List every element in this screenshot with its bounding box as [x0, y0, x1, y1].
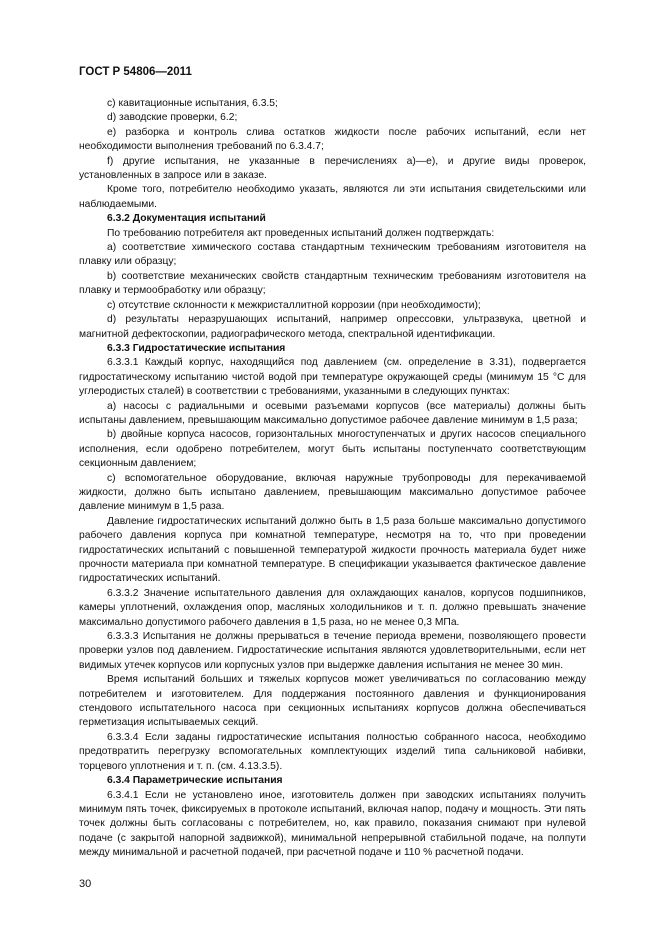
paragraph: По требованию потребителя акт проведенных испытаний должен подтверждать:	[107, 227, 495, 239]
paragraph: 6.3.3.4 Если заданы гидростатические испытания полностью собранного насоса, необходимо предотвратить перегрузку вспомогательных комплектующих изделий типа сальниковой набивки, торцевого уплотнения и т. п. (см. 4.13.3.5).	[79, 731, 586, 772]
list-item: b) двойные корпуса насосов, горизонтальных многоступенчатых и других насосов специального исполнения, если одобрено потребителем, могут быть испытаны поступенчато соответствующим секционным давлением;	[79, 429, 586, 470]
list-item: c) отсутствие склонности к межкристаллитной коррозии (при необходимости);	[107, 299, 481, 311]
list-item: c) вспомогательное оборудование, включая наружные трубопроводы для перекачиваемой жидкости, должно быть испытано давлением, превышающим максимально допустимое рабочее давление минимум в 1,5 раза.	[79, 472, 586, 513]
paragraph: 6.3.3.2 Значение испытательного давления для охлаждающих каналов, корпусов подшипников, камеры уплотнений, охлаждения опор, масляных холодильников и т. п. должно превышать значение максимально допустимого рабочего давления в 1,5 раза, но не менее 0,3 МПа.	[79, 587, 586, 628]
paragraph: 6.3.4.1 Если не установлено иное, изготовитель должен при заводских испытаниях получить минимум пять точек, фиксируемых в протоколе испытаний, включая напор, подачу и мощность. Эти пять точек должны быть согласованы с потребителем, но, как правило, показания снимают при нулевой подаче (с закрытой напорной задвижкой), минимальной непрерывной стабильной подаче, на полпути между минимальной и расчетной подачей, при расчетной подаче и 110 % расчетной подачи.	[79, 789, 586, 859]
list-item: e) разборка и контроль слива остатков жидкости после рабочих испытаний, если нет необходимости выполнения требований по 6.3.4.7;	[79, 126, 586, 153]
paragraph: 6.3.3.3 Испытания не должны прерываться в течение периода времени, позволяющего провести проверки узлов под давлением. Гидростатические испытания являются удовлетворительными, если нет видимых утечек корпусов или корпусных узлов при выдержке давления испытания не менее 30 мин.	[79, 631, 586, 671]
page-body	[79, 97, 586, 861]
list-item: f) другие испытания, не указанные в перечислениях а)—е), и другие виды проверок, установленных в запросе или в заказе.	[79, 155, 586, 182]
paragraph: Давление гидростатических испытаний должно быть в 1,5 раза больше максимально допустимого рабочего давления корпуса при комнатной температуре, несмотря на то, что при проведении гидростатических испытаний с повышенной температурой жидкости прочность материала будет ниже прочности материала при комнатной температуре. В спецификации указывается фактическое давление гидростатических испытаний.	[79, 515, 586, 585]
list-item: b) соответствие механических свойств стандартным техническим требованиям изготовителя на плавку и термообработку или образцу;	[79, 270, 586, 297]
section-heading: 6.3.3 Гидростатические испытания	[107, 342, 286, 354]
list-item: d) результаты неразрушающих испытаний, например опрессовки, ультразвука, цветной и магнитной дефектоскопии, радиографического метода, спектральной идентификации.	[79, 314, 586, 340]
section-heading: 6.3.2 Документация испытаний	[107, 213, 266, 225]
page-number: 30	[79, 878, 92, 890]
document-header: ГОСТ Р 54806—2011	[79, 66, 192, 78]
paragraph: Время испытаний больших и тяжелых корпусов может увеличиваться по согласованию между потребителем и изготовителем. Для поддержания постоянного давления и функционирования стендового испытательного насоса при секционных испытаниях корпусов должна обеспечиваться герметизация испытываемых секций.	[79, 674, 586, 729]
list-item: a) соответствие химического состава стандартным техническим требованиям изготовителя на плавку или образцу;	[79, 242, 586, 268]
list-item: c) кавитационные испытания, 6.3.5;	[107, 98, 278, 109]
list-item: d) заводские проверки, 6.2;	[107, 112, 238, 124]
list-item: a) насосы с радиальными и осевыми разъемами корпусов (все материалы) должны быть испытаны давлением, превышающим максимально допустимое рабочее давление минимум в 1,5 раза;	[79, 400, 586, 426]
paragraph: 6.3.3.1 Каждый корпус, находящийся под давлением (см. определение в 3.31), подвергается гидростатическому испытанию чистой водой при температуре окружающей среды (минимум 15 °С для углеродистых сталей) в соответствии с требованиями, указанными в следующих пунктах:	[79, 357, 586, 398]
section-heading: 6.3.4 Параметрические испытания	[107, 775, 283, 787]
paragraph: Кроме того, потребителю необходимо указать, являются ли эти испытания свидетельскими или наблюдаемыми.	[79, 184, 586, 210]
